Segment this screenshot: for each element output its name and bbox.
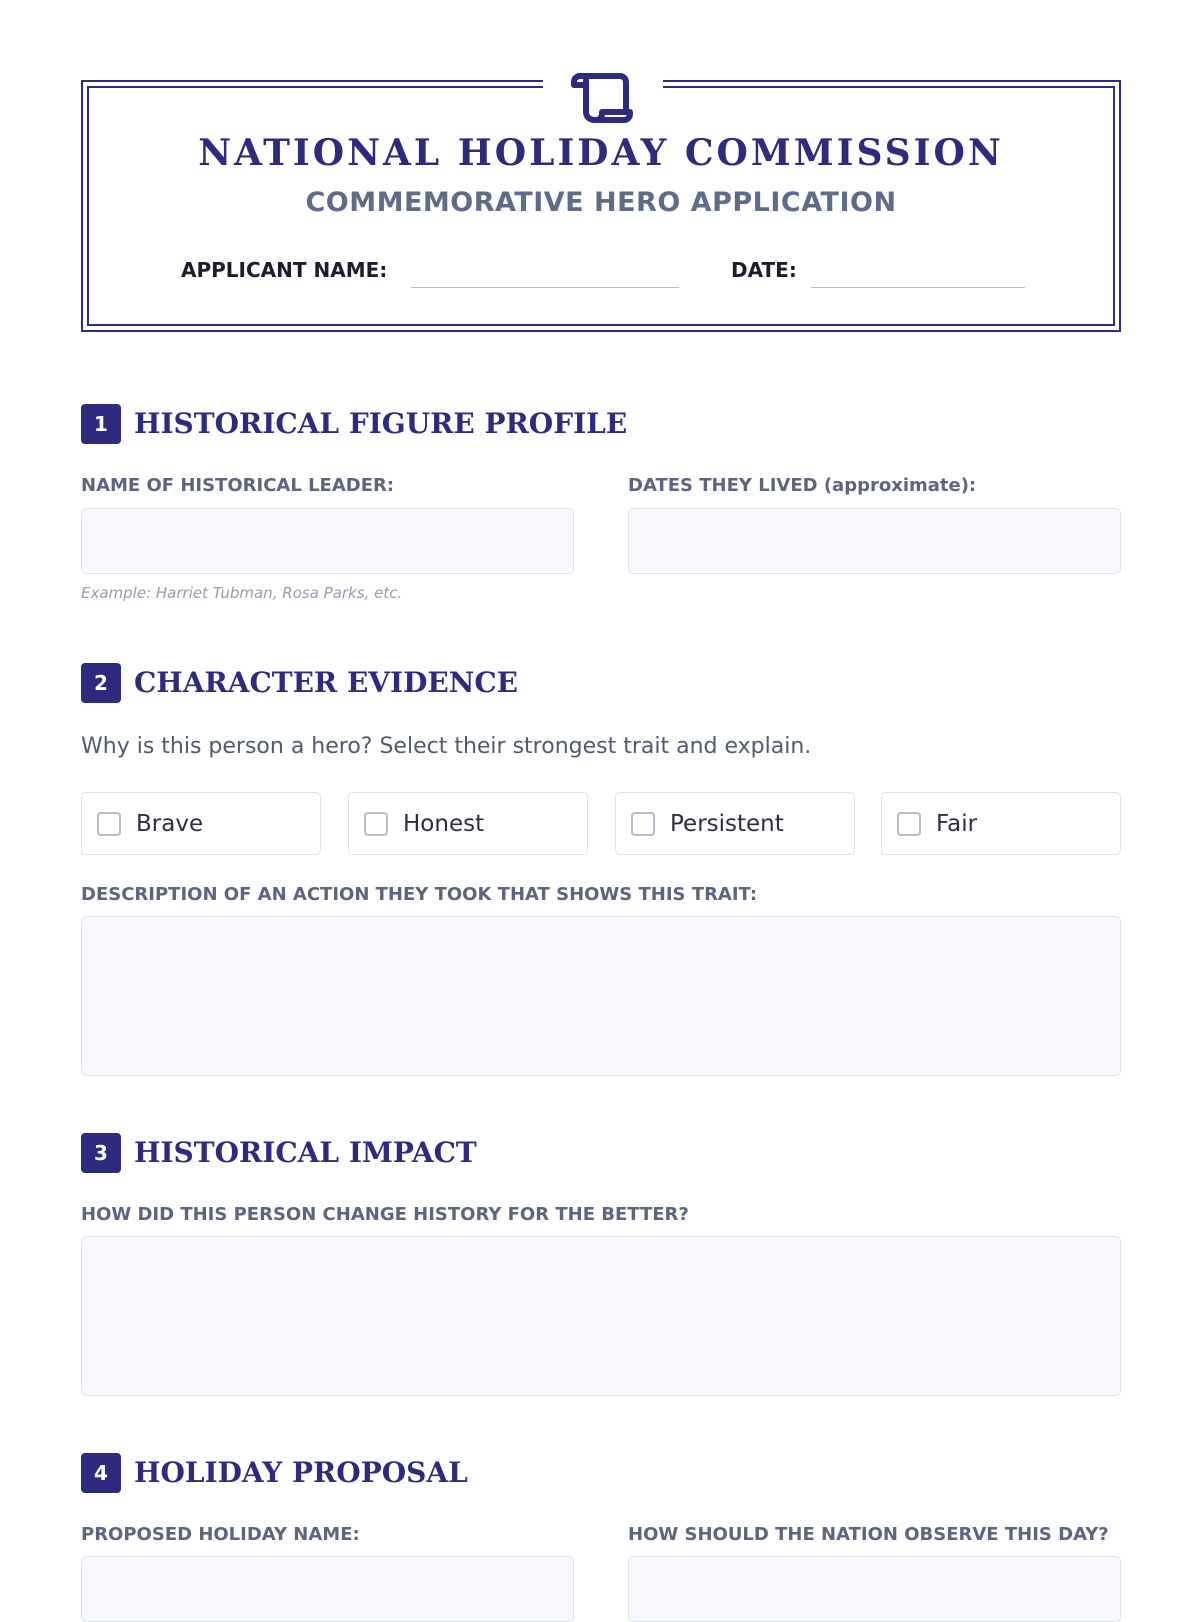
section-title: HISTORICAL FIGURE PROFILE xyxy=(134,407,628,440)
section-number-badge: 2 xyxy=(81,663,121,703)
trait-option-brave[interactable] xyxy=(81,792,321,855)
trait-label: Fair xyxy=(936,811,978,837)
checkbox[interactable] xyxy=(631,812,655,836)
date-line[interactable] xyxy=(811,287,1025,288)
leader-name-label: NAME OF HISTORICAL LEADER: xyxy=(81,475,395,496)
date-label: DATE: xyxy=(731,258,797,282)
applicant-name-line[interactable] xyxy=(411,287,679,288)
observe-input[interactable] xyxy=(628,1556,1121,1622)
trait-option-honest[interactable] xyxy=(348,792,588,855)
applicant-name-label: APPLICANT NAME: xyxy=(181,258,388,282)
holiday-name-input[interactable] xyxy=(81,1556,574,1622)
impact-label: HOW DID THIS PERSON CHANGE HISTORY FOR THE BETTER? xyxy=(81,1204,689,1225)
trait-label: Brave xyxy=(136,811,204,837)
header-frame xyxy=(81,80,1121,332)
org-title: NATIONAL HOLIDAY COMMISSION xyxy=(198,132,1004,174)
impact-textarea[interactable] xyxy=(81,1236,1121,1396)
section-title: HOLIDAY PROPOSAL xyxy=(134,1456,468,1489)
trait-label: Persistent xyxy=(670,811,784,837)
checkbox[interactable] xyxy=(364,812,388,836)
section-title: CHARACTER EVIDENCE xyxy=(134,666,518,699)
scroll-icon xyxy=(571,66,635,126)
section-number-badge: 3 xyxy=(81,1133,121,1173)
checkbox[interactable] xyxy=(97,812,121,836)
section-number-badge: 4 xyxy=(81,1453,121,1493)
trait-option-fair[interactable] xyxy=(881,792,1121,855)
checkbox[interactable] xyxy=(897,812,921,836)
form-title: COMMEMORATIVE HERO APPLICATION xyxy=(305,187,897,218)
dates-lived-input[interactable] xyxy=(628,508,1121,574)
leader-name-hint: Example: Harriet Tubman, Rosa Parks, etc. xyxy=(81,584,403,602)
trait-option-persistent[interactable] xyxy=(615,792,855,855)
trait-label: Honest xyxy=(403,811,485,837)
dates-lived-label: DATES THEY LIVED (approximate): xyxy=(628,475,977,496)
section-number-badge: 1 xyxy=(81,404,121,444)
action-description-label: DESCRIPTION OF AN ACTION THEY TOOK THAT SHOWS THIS TRAIT: xyxy=(81,884,758,905)
application-form xyxy=(81,0,1121,1600)
section-title: HISTORICAL IMPACT xyxy=(134,1136,477,1169)
observe-label: HOW SHOULD THE NATION OBSERVE THIS DAY? xyxy=(628,1524,1109,1545)
action-description-textarea[interactable] xyxy=(81,916,1121,1076)
hero-prompt: Why is this person a hero? Select their strongest trait and explain. xyxy=(81,734,812,759)
leader-name-input[interactable] xyxy=(81,508,574,574)
holiday-name-label: PROPOSED HOLIDAY NAME: xyxy=(81,1524,360,1545)
